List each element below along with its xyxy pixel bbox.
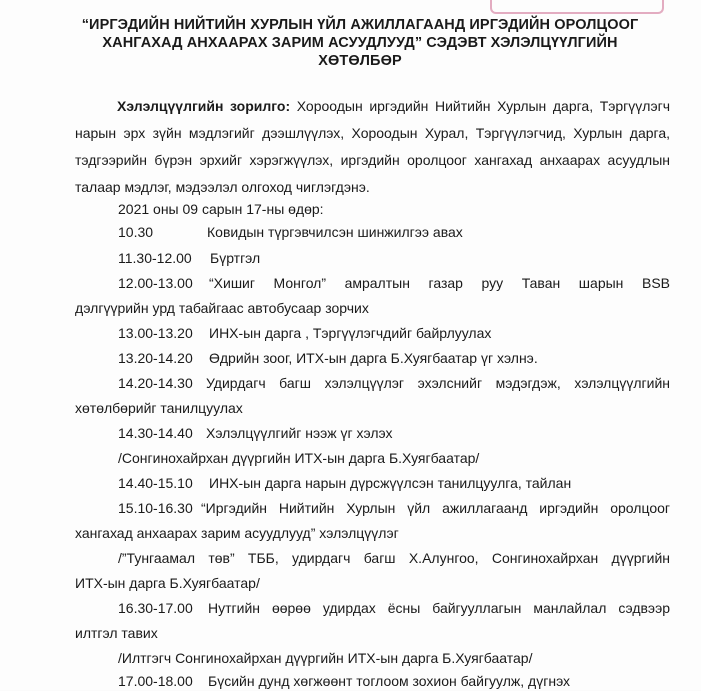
goal-text: Хороодын иргэдийн Нийтийн Хурлын дарга, Тэргүүлэгч нарын эрх зүйн мэдлэгийг дээшлүүлэх, Хороодын Хурал, Тэргүүлэгчид, Хурлын дарга, тэдгээрийн бүрэн эрхийг хэрэгжүүлэх, иргэдийн оролцоог хангахад анхаарах асуудлын талаар мэдлэг, мэдээлэл олгоход чиглэгдэнэ.	[75, 98, 670, 195]
schedule-time: 14.30-14.40	[118, 425, 193, 441]
schedule-time: 10.30	[118, 224, 154, 240]
goal-paragraph	[75, 93, 670, 201]
schedule-text: ИНХ-ын дарга , Тэргүүлэгчдийг байрлуулах	[209, 325, 492, 341]
stamp-mark	[490, 0, 664, 14]
schedule-text-cont: хөтөлбөрийг танилцуулах	[75, 400, 243, 416]
schedule-note: /Илтгэгч Сонгинохайрхан дүүргийн ИТХ-ын дарга Б.Хуягбаатар/	[118, 650, 533, 666]
schedule-text: ИНХ-ын дарга нарын дүрсжүүлсэн танилцуулга, тайлан	[209, 475, 572, 491]
schedule-text: “Хишиг Монгол” амралтын газар руу Таван шарын BSB	[209, 275, 670, 291]
schedule-text: Бүсийн дунд хөгжөөнт тоглоом зохион байгуулж, дүгнэх	[208, 673, 571, 689]
document-title: “ИРГЭДИЙН НИЙТИЙН ХУРЛЫН ҮЙЛ АЖИЛЛАГААНД ИРГЭДИЙН ОРОЛЦООГ ХАНГАХАД АНХААРАХ ЗАРИМ АСУУДЛУУД” СЭДЭВТ ХЭЛЭЛЦҮҮЛГИЙН ХӨТӨЛБӨР	[81, 17, 639, 69]
schedule-note-cont: ИТХ-ын дарга Б.Хуягбаатар/	[75, 575, 260, 591]
schedule-time: 14.20-14.30	[118, 375, 193, 391]
schedule-time: 13.20-14.20	[118, 350, 193, 366]
schedule-time: 12.00-13.00	[118, 275, 193, 291]
schedule-text-cont: хангахад анхаарах зарим асуудлууд” хэлэлцүүлэг	[75, 525, 399, 541]
schedule-note: /”Тунгаамал төв” ТББ, удирдагч багш Х.Алунгоо, Сонгинохайрхан дүүргийн	[118, 550, 670, 566]
schedule-text: Удирдагч багш хэлэлцүүлэг эхэлснийг мэдэгдэж, хэлэлцүүлгийн	[206, 375, 670, 391]
event-date: 2021 оны 09 сарын 17-ны өдөр:	[118, 201, 324, 217]
schedule-time: 14.40-15.10	[118, 475, 193, 491]
schedule-time: 11.30-12.00	[118, 250, 192, 266]
schedule-text: Хэлэлцүүлгийг нээж үг хэлэх	[206, 425, 393, 441]
schedule-text: Ковидын түргэвчилсэн шинжилгээ авах	[207, 224, 463, 240]
schedule-text: Нутгийн өөрөө удирдах ёсны байгууллагын манлайлал сэдвээр	[208, 600, 670, 616]
schedule-note: /Сонгинохайрхан дүүргийн ИТХ-ын дарга Б.Хуягбаатар/	[118, 450, 480, 466]
schedule-time: 16.30-17.00	[118, 600, 193, 616]
schedule-text: Бүртгэл	[210, 250, 261, 266]
goal-label: Хэлэлцүүлгийн зорилго:	[117, 98, 291, 114]
schedule-text-cont: илтгэл тавих	[75, 625, 158, 641]
schedule-time: 15.10-16.30	[118, 500, 193, 516]
schedule-text-cont: дэлгүүрийн урд табайгаас автобусаар зорчих	[75, 300, 369, 316]
schedule-time: 13.00-13.20	[118, 325, 193, 341]
schedule-time: 17.00-18.00	[118, 673, 193, 689]
schedule-text: Өдрийн зоог, ИТХ-ын дарга Б.Хуягбаатар үг хэлнэ.	[209, 350, 538, 366]
schedule-text: “Иргэдийн Нийтийн Хурлын үйл ажиллагаанд иргэдийн оролцоог	[201, 500, 670, 516]
